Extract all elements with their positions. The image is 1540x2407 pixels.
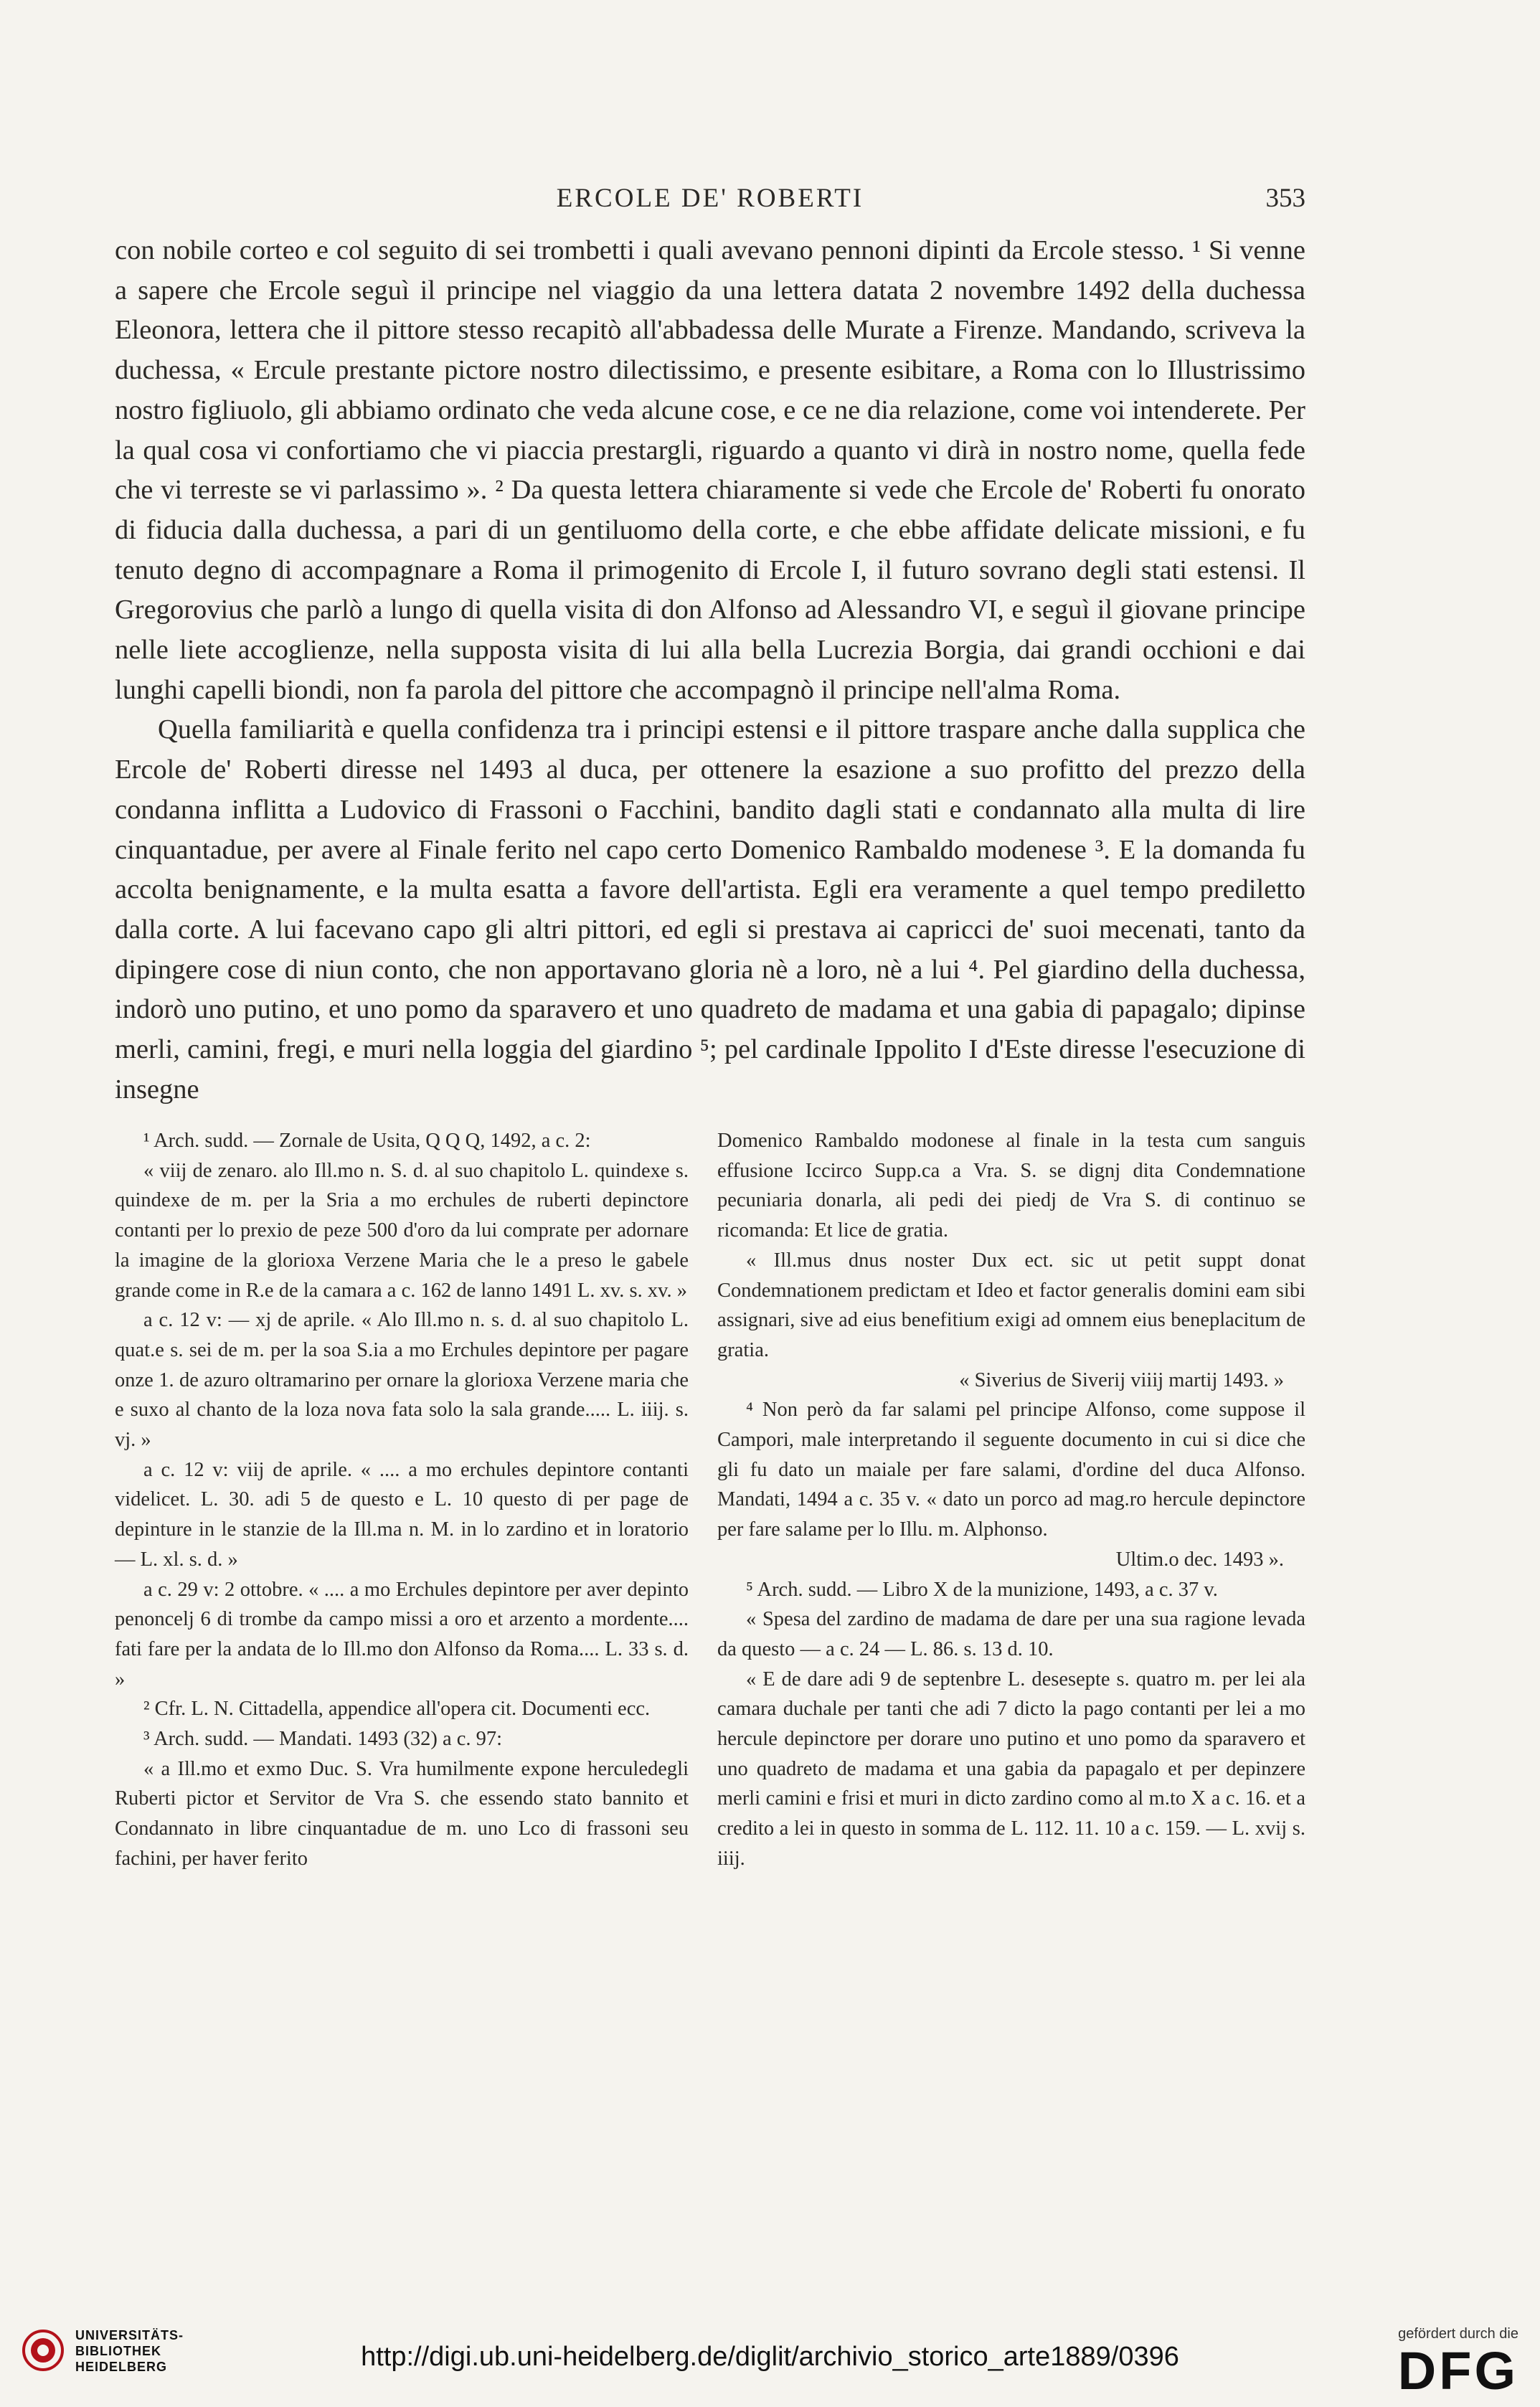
footnote-1-heading: ¹ Arch. sudd. — Zornale de Usita, Q Q Q, 1492, a c. 2: <box>143 1130 591 1152</box>
footer-bar <box>0 2313 1540 2407</box>
footnote-3-continued: Domenico Rambaldo modonese al finale in la testa cum sanguis effusione Iccirco Supp.ca a Vra. S. se dignj dita Condemnatione pecuniaria donarla, ali pedi dei piedj de Vra S. di continuo se ricomanda: Et lice de gratia. <box>717 1130 1305 1242</box>
main-text <box>115 231 1305 1110</box>
footnote-1-entry-1: « viij de zenaro. alo Ill.mo n. S. d. al suo chapitolo L. quindexe s. quindexe de m. per la Sria a mo erchules de ruberti depinctore contanti per lo prexio de peze 500 d'oro da lui comprate per adornare la imagine de la glorioxa Verzene Maria che le a preso le gabele grande come in R.e de la camara a c. 162 de lanno 1491 L. xv. s. xv. » <box>115 1159 689 1302</box>
footnote-5-heading: ⁵ Arch. sudd. — Libro X de la munizione, 1493, a c. 37 v. <box>746 1578 1218 1601</box>
paragraph-2: Quella familiarità e quella confidenza tra i principi estensi e il pittore traspare anche dalla supplica che Ercole de' Roberti diresse nel 1493 al duca, per ottenere la esazione a suo profitto del prezzo della condanna inflitta a Ludovico di Frassoni o Facchini, bandito dagli stati e condannato alla multa di lire cinquantadue, per avere al Finale ferito nel capo certo Domenico Rambaldo modenese ³. E la domanda fu accolta benignamente, e la multa esatta a favore dell'artista. Egli era veramente a quel tempo prediletto dalla corte. A lui facevano capo gli altri pittori, ed egli si prestava ai capricci de' suoi mecenati, tanto da dipingere cose di niun conto, che non apportavano gloria nè a loro, nè a lui ⁴. Pel giardino della duchessa, indorò uno putino, et uno pomo da sparavero et uno quadreto de madama et una gabia di papagalo; dipinse merli, camini, fregi, e muri nella loggia del giardino ⁵; pel cardinale Ippolito I d'Este diresse l'esecuzione di insegne <box>115 714 1305 1105</box>
page-header <box>115 183 1305 219</box>
footnote-4: ⁴ Non però da far salami pel principe Alfonso, come suppose il Campori, male interpretando il seguente documento in cui si dice che gli fu dato un maiale per fare salami, d'ordine del duca Alfonso. Mandati, 1494 a c. 35 v. « dato un porco ad mag.ro hercule depinctore per fare salame per lo Illu. m. Alphonso. <box>717 1399 1305 1541</box>
footnote-1-entry-2: a c. 12 v: — xj de aprile. « Alo Ill.mo n. s. d. al suo chapitolo L. quat.e s. sei de m. per la soa S.ia a mo Erchules depintore per pagare onze 1. de azuro oltramarino per ornare la glorioxa Verzene maria che e suxo al chanto de la loza nova fata solo la sala grande..... L. iiij. s. vj. » <box>115 1309 689 1452</box>
footnote-1-entry-4: a c. 29 v: 2 ottobre. « .... a mo Erchules depintore per aver depinto penoncelj 6 di trombe da campo missi a oro et arzento a mordente.... fati fare per la andata de lo Ill.mo don Alfonso da Roma.... L. 33 s. d. » <box>115 1578 689 1690</box>
footnotes-left-column <box>115 1126 689 1874</box>
footnote-5-entry-1: « Spesa del zardino de madama de dare per una sua ragione levada da questo — a c. 24 — L. 86. s. 13 d. 10. <box>717 1608 1305 1660</box>
footnote-3-heading: ³ Arch. sudd. — Mandati. 1493 (32) a c. 97: <box>143 1728 503 1751</box>
footnotes-right-column <box>717 1126 1305 1874</box>
footnote-3-text: « a Ill.mo et exmo Duc. S. Vra humilmente expone herculedegli Ruberti pictor et Servitor de Vra S. che essendo stato bannito et Condannato in libre cinquantadue de m. uno Lco di frassoni seu fachini, per haver ferito <box>115 1757 689 1870</box>
footnote-2: ² Cfr. L. N. Cittadella, appendice all'opera cit. Documenti ecc. <box>143 1698 651 1721</box>
footnote-3-decree: « Ill.mus dnus noster Dux ect. sic ut petit suppt donat Condemnationem predictam et Ideo et factor generalis domini eam sibi assignari, sive ad eius benefitium exigi ad omnem eius beneplacitum de gratia. <box>717 1249 1305 1361</box>
footnote-3-signature: « Siverius de Siverij viiij martij 1493. » <box>959 1368 1284 1391</box>
running-title: ERCOLE DE' ROBERTI <box>556 184 864 213</box>
funding-caption: gefördert durch die <box>1398 2326 1518 2342</box>
permalink-url[interactable]: http://digi.ub.uni-heidelberg.de/diglit/archivio_storico_arte1889/0396 <box>361 2342 1179 2372</box>
footnote-1-entry-3: a c. 12 v: viij de aprile. « .... a mo erchules depintore contanti videlicet. L. 30. adi 5 de questo e L. 10 questo di per page de depinture in le stanzie de la Ill.ma n. M. in lo zardino et in loratorio — L. xl. s. d. » <box>115 1458 689 1571</box>
footnote-4-date: Ultim.o dec. 1493 ». <box>1115 1548 1284 1571</box>
paragraph-1: con nobile corteo e col seguito di sei trombetti i quali avevano pennoni dipinti da Ercole stesso. ¹ Si venne a sapere che Ercole seguì il principe nel viaggio da una lettera datata 2 novembre 1492 della duchessa Eleonora, lettera che il pittore stesso recapitò all'abbadessa delle Murate a Firenze. Mandando, scriveva la duchessa, « Ercule prestante pictore nostro dilectissimo, e presente esibitare, a Roma con lo Illustrissimo nostro figliuolo, gli abbiamo ordinato che veda alcune cose, e ce ne dia relazione, come voi intenderete. Per la qual cosa vi confortiamo che vi piaccia prestargli, riguardo a quanto vi dirà in nostro nome, quella fede che vi terreste se vi parlassimo ». ² Da questa lettera chiaramente si vede che Ercole de' Roberti fu onorato di fiducia dalla duchessa, a pari di un gentiluomo della corte, e che ebbe affidate delicate missioni, e fu tenuto degno di accompagnare a Roma il primogenito di Ercole I, il futuro sovrano degli stati estensi. Il Gregorovius che parlò a lungo di quella visita di don Alfonso ad Alessandro VI, e seguì il giovane principe nelle liete accoglienze, nella supposta visita di lui alla bella Lucrezia Borgia, dai grandi occhioni e dai lunghi capelli biondi, non fa parola del pittore che accompagnò il principe nell'alma Roma. <box>115 235 1305 705</box>
library-name: UNIVERSITÄTS- BIBLIOTHEK HEIDELBERG <box>75 2328 184 2374</box>
dfg-logo-icon: DFG <box>1397 2341 1518 2401</box>
funding-block <box>1332 2326 1518 2400</box>
footnote-5-entry-2: « E de dare adi 9 de septenbre L. desesepte s. quatro m. per lei ala camara duchale per tanti che adi 7 dicto la pago contanti per lei a mo hercule depinctore per dorare uno putino et uno pomo da sparavero et uno quadreto de madama et una gabia da papagalo et per depinzere merli camini e frisi et muri in dicto zardino como al m.to X a c. 16. et a credito a lei in questo in somma de L. 112. 11. 10 a c. 159. — L. xvij s. iiij. <box>717 1668 1305 1870</box>
footnotes <box>115 1126 1305 2030</box>
page-number: 353 <box>1265 184 1305 213</box>
